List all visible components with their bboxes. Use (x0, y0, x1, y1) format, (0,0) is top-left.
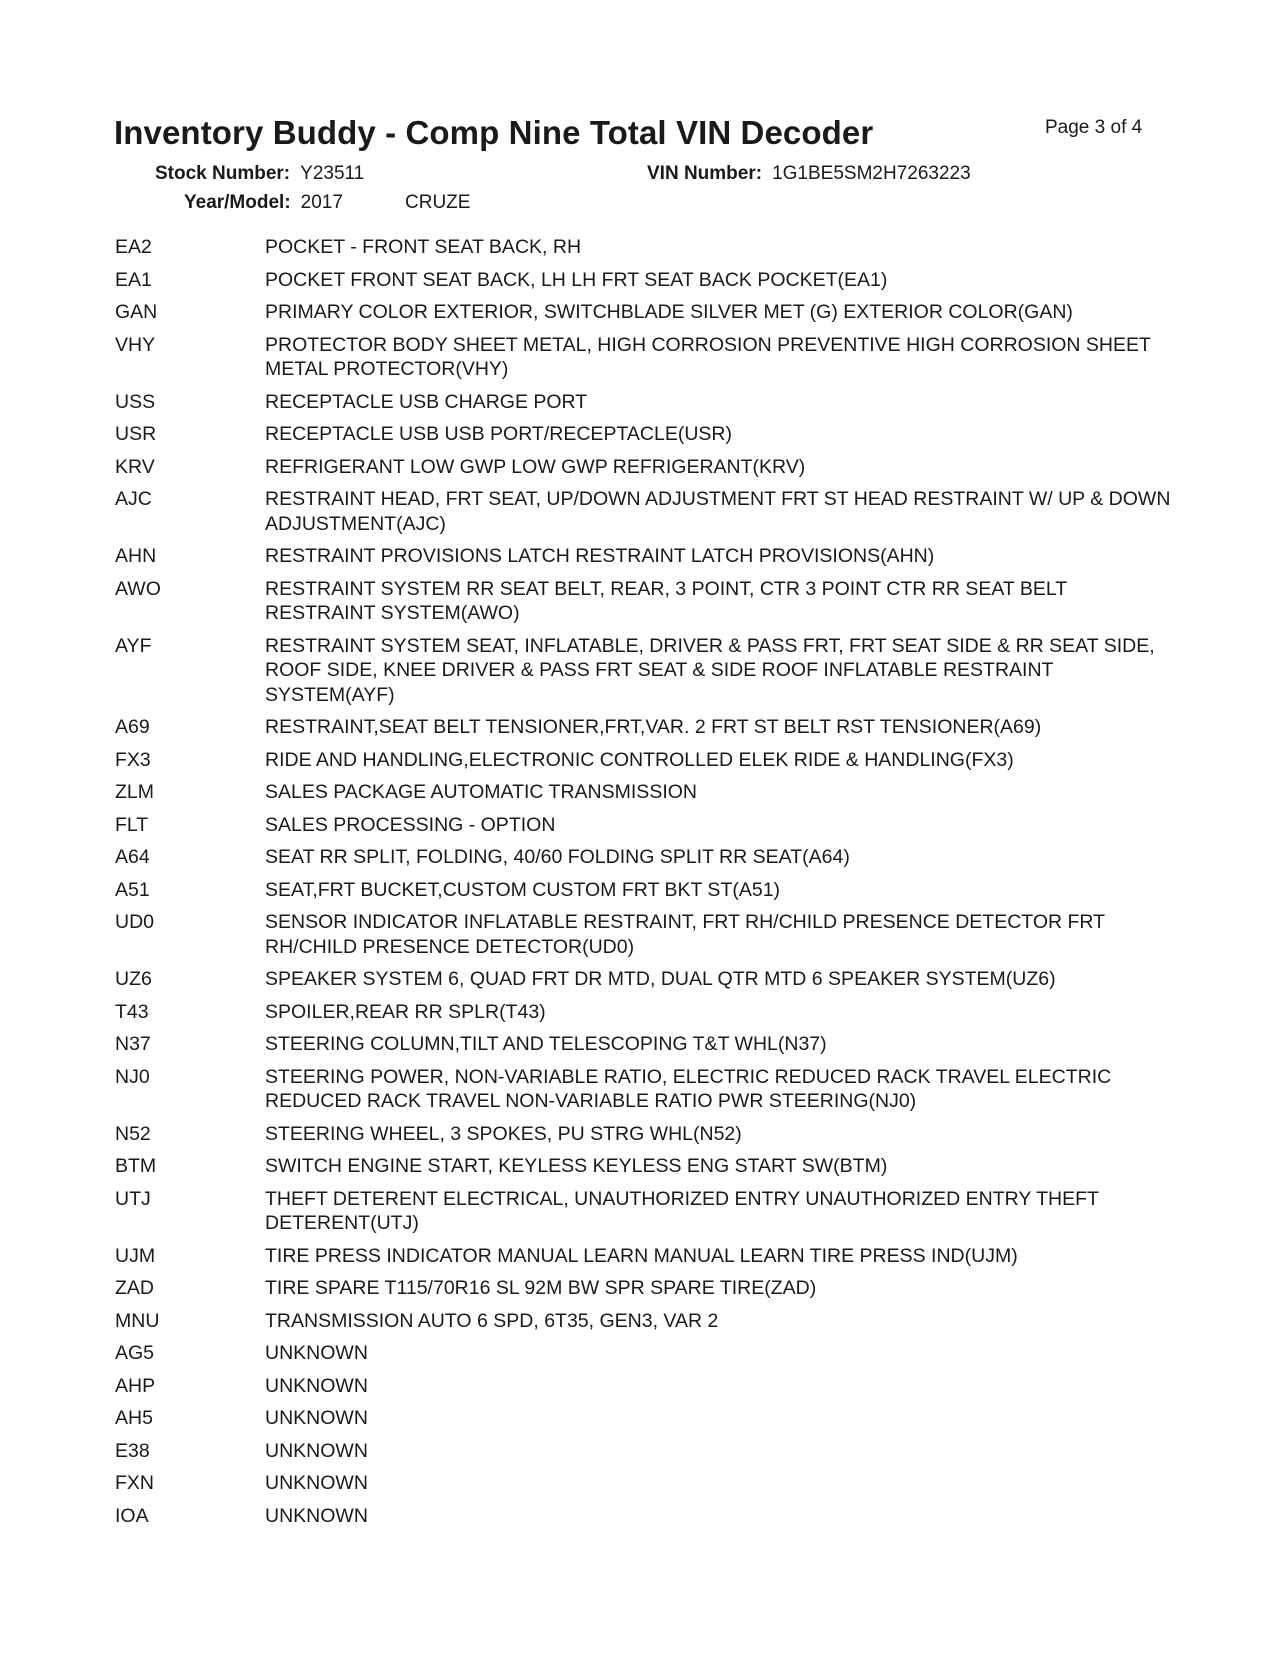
option-row (115, 577, 1175, 626)
year-value: 2017 (300, 192, 343, 213)
option-code: UTJ (115, 1187, 151, 1210)
option-code: ZLM (115, 781, 154, 803)
option-row (115, 1032, 1175, 1057)
option-row (115, 1276, 1175, 1301)
option-row (115, 1309, 1175, 1334)
option-row (115, 1187, 1175, 1236)
option-description: RESTRAINT,SEAT BELT TENSIONER,FRT,VAR. 2 FRT ST BELT RST TENSIONER(A69) (265, 716, 1042, 738)
option-description: UNKNOWN (265, 1472, 368, 1494)
option-row (115, 748, 1175, 773)
option-row (115, 1122, 1175, 1147)
year-model-line (184, 192, 343, 214)
option-description: RESTRAINT SYSTEM RR SEAT BELT, REAR, 3 POINT, CTR 3 POINT CTR RR SEAT BELT RESTRAINT SYSTEM(AWO) (265, 577, 1067, 624)
option-row (115, 1471, 1175, 1496)
option-code: VHY (115, 333, 156, 356)
option-code: A64 (115, 846, 150, 868)
stock-number-line (155, 163, 364, 185)
option-code: BTM (115, 1155, 157, 1177)
option-description: PROTECTOR BODY SHEET METAL, HIGH CORROSION PREVENTIVE HIGH CORROSION SHEET METAL PROTECTOR(VHY) (265, 333, 1151, 380)
option-code: MNU (115, 1309, 160, 1332)
option-row (115, 333, 1175, 382)
option-code: A69 (115, 716, 150, 738)
option-code: AH5 (115, 1407, 153, 1429)
option-description: POCKET FRONT SEAT BACK, LH LH FRT SEAT BACK POCKET(EA1) (265, 268, 888, 291)
option-code: AWO (115, 577, 161, 600)
option-code: KRV (115, 455, 155, 478)
option-code: FLT (115, 813, 149, 836)
option-code-list (115, 235, 1175, 1536)
option-row (115, 1406, 1175, 1431)
option-row (115, 1504, 1175, 1529)
stock-number-value: Y23511 (300, 163, 365, 184)
option-description: UNKNOWN (265, 1374, 368, 1397)
option-row (115, 268, 1175, 293)
option-code: UJM (115, 1244, 156, 1267)
option-description: UNKNOWN (265, 1439, 368, 1462)
model-value: CRUZE (405, 192, 471, 213)
option-row (115, 390, 1175, 415)
option-row (115, 715, 1175, 740)
option-code: GAN (115, 301, 158, 323)
option-row (115, 1065, 1175, 1114)
vin-number-value: 1G1BE5SM2H7263223 (772, 163, 971, 184)
option-row (115, 845, 1175, 870)
option-description: SPEAKER SYSTEM 6, QUAD FRT DR MTD, DUAL QTR MTD 6 SPEAKER SYSTEM(UZ6) (265, 968, 1056, 990)
option-row (115, 780, 1175, 805)
option-description: STEERING COLUMN,TILT AND TELESCOPING T&T WHL(N37) (265, 1033, 827, 1055)
option-code: AYF (115, 634, 152, 657)
option-description: SENSOR INDICATOR INFLATABLE RESTRAINT, FRT RH/CHILD PRESENCE DETECTOR FRT RH/CHILD PRESENCE DETECTOR(UD0) (265, 911, 1105, 958)
option-description: TIRE PRESS INDICATOR MANUAL LEARN MANUAL LEARN TIRE PRESS IND(UJM) (265, 1244, 1018, 1267)
option-description: RECEPTACLE USB USB PORT/RECEPTACLE(USR) (265, 423, 733, 445)
option-description: UNKNOWN (265, 1407, 368, 1429)
option-description: RECEPTACLE USB CHARGE PORT (265, 390, 588, 413)
option-row (115, 1439, 1175, 1464)
option-code: IOA (115, 1504, 149, 1527)
option-description: UNKNOWN (265, 1504, 368, 1527)
option-code: EA1 (115, 268, 152, 291)
option-row (115, 1374, 1175, 1399)
option-row (115, 634, 1175, 708)
option-description: STEERING POWER, NON-VARIABLE RATIO, ELECTRIC REDUCED RACK TRAVEL ELECTRIC REDUCED RACK TRAVEL NON-VARIABLE RATIO PWR STEERING(NJ0) (265, 1065, 1112, 1112)
option-description: RESTRAINT PROVISIONS LATCH RESTRAINT LATCH PROVISIONS(AHN) (265, 545, 935, 567)
option-description: POCKET - FRONT SEAT BACK, RH (265, 236, 582, 258)
option-description: SALES PACKAGE AUTOMATIC TRANSMISSION (265, 781, 697, 803)
option-row (115, 878, 1175, 903)
option-description: SEAT RR SPLIT, FOLDING, 40/60 FOLDING SPLIT RR SEAT(A64) (265, 846, 850, 868)
option-row (115, 422, 1175, 447)
option-row (115, 910, 1175, 959)
option-code: AHP (115, 1374, 156, 1397)
option-code: UD0 (115, 911, 155, 933)
option-row (115, 1154, 1175, 1179)
option-row (115, 487, 1175, 536)
option-row (115, 1341, 1175, 1366)
vin-number-label: VIN Number: (647, 163, 763, 184)
option-code: A51 (115, 878, 150, 901)
option-row (115, 1244, 1175, 1269)
option-row (115, 1000, 1175, 1025)
option-code: E38 (115, 1439, 150, 1462)
option-description: UNKNOWN (265, 1342, 368, 1364)
option-description: RESTRAINT SYSTEM SEAT, INFLATABLE, DRIVER & PASS FRT, FRT SEAT SIDE & RR SEAT SIDE, ROOF SIDE, KNEE DRIVER & PASS FRT SEAT & SIDE ROOF INFLATABLE RESTRAINT SYSTEM(AYF) (265, 634, 1155, 706)
option-row (115, 967, 1175, 992)
option-description: TRANSMISSION AUTO 6 SPD, 6T35, GEN3, VAR 2 (265, 1309, 719, 1332)
option-code: USS (115, 390, 156, 413)
option-code: UZ6 (115, 968, 152, 990)
option-code: T43 (115, 1000, 149, 1023)
vin-number-line (647, 163, 971, 185)
year-model-label: Year/Model: (184, 192, 291, 213)
option-code: FX3 (115, 748, 151, 771)
option-code: NJ0 (115, 1065, 150, 1088)
option-code: ZAD (115, 1277, 154, 1299)
option-row (115, 455, 1175, 480)
page-title: Inventory Buddy - Comp Nine Total VIN Decoder (114, 114, 874, 151)
option-row (115, 544, 1175, 569)
option-code: EA2 (115, 236, 152, 258)
option-description: SPOILER,REAR RR SPLR(T43) (265, 1000, 546, 1023)
option-description: RIDE AND HANDLING,ELECTRONIC CONTROLLED ELEK RIDE & HANDLING(FX3) (265, 748, 1014, 771)
option-description: SALES PROCESSING - OPTION (265, 813, 556, 836)
option-code: USR (115, 423, 157, 445)
option-description: SEAT,FRT BUCKET,CUSTOM CUSTOM FRT BKT ST(A51) (265, 878, 781, 901)
option-row (115, 300, 1175, 325)
option-code: AHN (115, 545, 157, 567)
option-description: SWITCH ENGINE START, KEYLESS KEYLESS ENG START SW(BTM) (265, 1155, 888, 1177)
option-description: STEERING WHEEL, 3 SPOKES, PU STRG WHL(N52) (265, 1122, 742, 1145)
stock-number-label: Stock Number: (155, 163, 291, 184)
option-row (115, 813, 1175, 838)
option-code: AJC (115, 488, 152, 510)
option-description: THEFT DETERENT ELECTRICAL, UNAUTHORIZED ENTRY UNAUTHORIZED ENTRY THEFT DETERENT(UTJ) (265, 1187, 1099, 1234)
option-description: TIRE SPARE T115/70R16 SL 92M BW SPR SPARE TIRE(ZAD) (265, 1277, 817, 1299)
option-description: RESTRAINT HEAD, FRT SEAT, UP/DOWN ADJUSTMENT FRT ST HEAD RESTRAINT W/ UP & DOWN ADJUSTMENT(AJC) (265, 488, 1171, 535)
option-code: N37 (115, 1033, 151, 1055)
option-row (115, 235, 1175, 260)
option-code: AG5 (115, 1342, 155, 1364)
page-number: Page 3 of 4 (1045, 117, 1143, 138)
option-description: PRIMARY COLOR EXTERIOR, SWITCHBLADE SILVER MET (G) EXTERIOR COLOR(GAN) (265, 301, 1073, 323)
option-code: N52 (115, 1122, 151, 1145)
option-description: REFRIGERANT LOW GWP LOW GWP REFRIGERANT(KRV) (265, 455, 806, 478)
option-code: FXN (115, 1472, 154, 1494)
